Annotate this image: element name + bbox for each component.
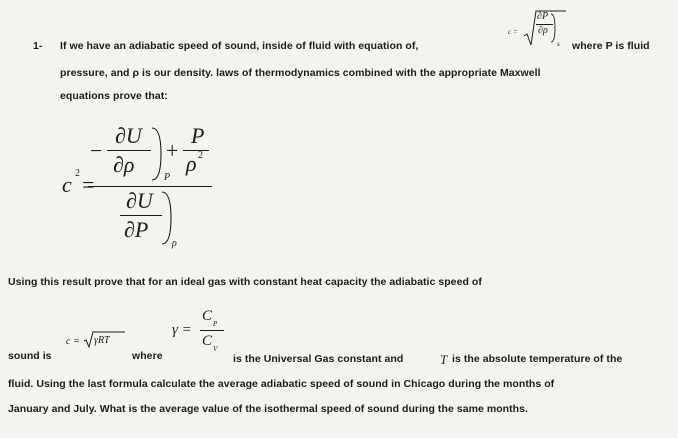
eq-rho-exponent: 2: [198, 150, 203, 161]
gamma-eq-denominator: C: [202, 333, 213, 349]
problem-line2-text: pressure, and ρ is our density. laws of thermodynamics combined with the appropriate Maxwell: [60, 67, 541, 79]
gamma-eq-denominator-sub: V: [213, 345, 218, 353]
eq-dU-bottom: ∂U: [126, 188, 153, 213]
eq-c-exponent: 2: [75, 168, 80, 179]
eq-equals: =: [82, 172, 95, 197]
eq-dU-top: ∂U: [115, 123, 142, 148]
eq-minus: −: [90, 138, 103, 163]
inline-eq-denominator: ∂ρ: [538, 25, 548, 36]
gamma-eq-lhs: γ =: [172, 322, 192, 338]
inline-eq-numerator: ∂P: [537, 11, 549, 22]
eq-dP: ∂P: [124, 217, 149, 242]
problem-line5-tail: is the absolute temperature of the: [452, 353, 623, 365]
eq-P: P: [191, 123, 205, 148]
inline-eq-subscript: s: [557, 40, 560, 48]
problem-line4-text: Using this result prove that for an ideal gas with constant heat capacity the adiabatic speed of: [8, 276, 482, 288]
eq-top-fraction-bar: [107, 150, 151, 151]
gamma-eq-numerator-sub: P: [213, 320, 218, 328]
problem-line3-text: equations prove that:: [60, 90, 168, 102]
eq-bottom-paren: [160, 190, 172, 246]
problem-line5-sound: sound is: [8, 350, 52, 362]
problem-line5-where: where: [132, 350, 163, 362]
speed-eq-radicand: γRT: [94, 335, 110, 346]
eq-c: c: [62, 172, 72, 197]
eq-sub-rho: ρ: [172, 238, 177, 249]
eq-sub-P: P: [164, 172, 171, 183]
problem-line1-text: If we have an adiabatic speed of sound, inside of fluid with equation of,: [60, 40, 419, 52]
eq-main-fraction-bar: [88, 186, 212, 187]
speed-eq-lhs: c =: [66, 336, 80, 347]
inline-eq-lhs: c =: [508, 28, 518, 36]
eq-drho: ∂ρ: [113, 152, 135, 177]
gamma-eq-numerator: C: [202, 308, 213, 324]
problem-line6-text: fluid. Using the last formula calculate the average adiabatic speed of sound in Chicago during the months of: [8, 378, 555, 390]
eq-plus: +: [166, 138, 179, 163]
eq-bottom-fraction-bar: [120, 215, 162, 216]
problem-number: 1-: [33, 40, 43, 52]
eq-rho: ρ: [186, 151, 197, 176]
problem-line7-text: January and July. What is the average value of the isothermal speed of sound during the same months.: [8, 403, 529, 415]
problem-line5-rest: is the Universal Gas constant and: [233, 353, 404, 365]
problem-line1-tail: where P is fluid: [572, 40, 650, 52]
eq-top-paren: [150, 126, 162, 182]
gamma-fraction-bar: [200, 330, 224, 331]
problem-line5-T: T: [440, 352, 448, 367]
